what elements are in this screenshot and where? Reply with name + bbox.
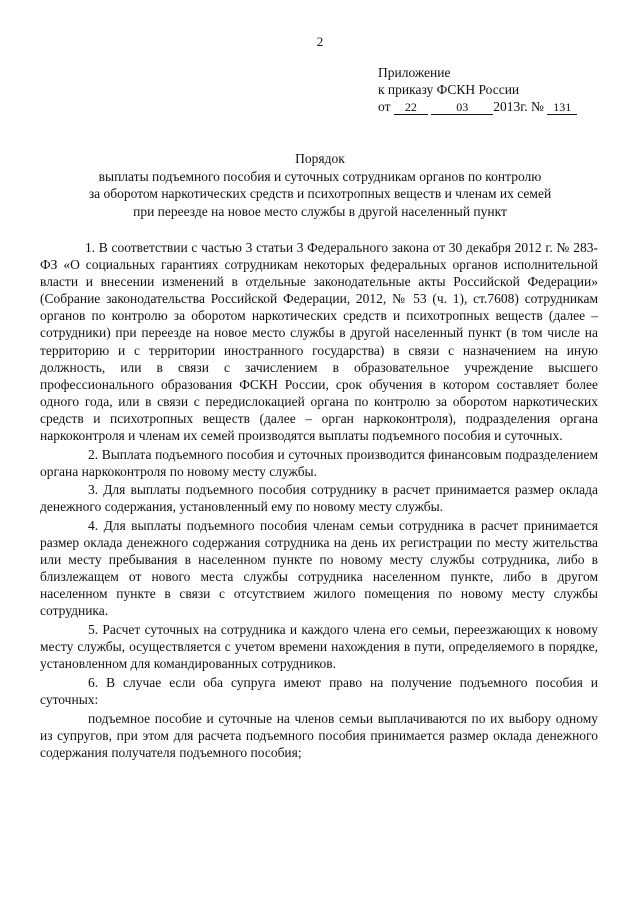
paragraph-5: 5. Расчет суточных на сотрудника и каждого члена его семьи, переезжающих к новому месту службы, осуществляется с учетом времени нахождения в пути, определяемого в порядке, установленном для командированных сотрудников.	[40, 622, 598, 672]
appendix-order-ref: к приказу ФСКН России	[378, 82, 520, 97]
paragraph-2: 2. Выплата подъемного пособия и суточных производится финансовым подразделением органа наркоконтроля по новому месту службы.	[40, 446, 598, 479]
appendix-date-line	[378, 98, 577, 115]
title-line-3: при переезде на новое место службы в другой населенный пункт	[133, 203, 507, 219]
paragraph-4: 4. Для выплаты подъемного пособия членам семьи сотрудника в расчет принимается размер оклада денежного содержания сотрудника на день их регистрации по месту жительства или месту пребывания в населенном пункте по новому месту службы сотрудника, либо в близлежащем от нового места службы сотрудника населенном пункте, либо в другом населенном пункте в связи с отсутствием жилого помещения по новому месту службы сотрудника.	[40, 518, 598, 619]
document-body	[40, 239, 598, 762]
order-number: 131	[547, 101, 577, 115]
paragraph-1: 1. В соответствии с частью 3 статьи 3 Федерального закона от 30 декабря 2012 г. № 283-ФЗ «О социальных гарантиях сотрудникам некоторых федеральных органов исполнительной власти и внесении изменений в отдельные законодательные акты Российской Федерации» (Собрание законодательства Российской Федерации, 2012, № 53 (ч. 1), ст.7608) сотрудникам органов по контролю за оборотом наркотических средств и психотропных веществ (далее – сотрудники) при переезде на новое место службы в другой населенный пункт (в том числе на территорию и с территории иностранного государства) в связи с назначением на иную должность, или в связи с зачислением в образовательное учреждение высшего профессионального образования ФСКН России, срок обучения в котором составляет более одного года, или в связи с передислокацией органа по контролю за оборотом наркотических средств и психотропных веществ (далее – орган наркоконтроля), подразделения органа наркоконтроля и членам их семей производятся выплаты подъемного пособия и суточных.	[40, 240, 598, 444]
document-title	[40, 150, 600, 220]
date-prefix: от	[378, 99, 391, 114]
page-number: 2	[316, 34, 324, 49]
paragraph-3: 3. Для выплаты подъемного пособия сотруднику в расчет принимается размер оклада денежного содержания, установленный ему по новому месту службы.	[40, 482, 598, 515]
title-line-1: выплаты подъемного пособия и суточных сотрудникам органов по контролю	[98, 168, 542, 184]
date-day: 22	[394, 101, 428, 115]
date-month: 03	[431, 101, 493, 115]
paragraph-6: 6. В случае если оба супруга имеют право на получение подъемного пособия и суточных:	[40, 674, 598, 707]
appendix-label: Приложение	[378, 65, 451, 80]
paragraph-6-subclause: подъемное пособие и суточные на членов семьи выплачиваются по их выбору одному из супругов, при этом для расчета подъемного пособия принимается размер оклада денежного содержания получателя подъемного пособия;	[40, 710, 598, 760]
title-heading: Порядок	[295, 151, 345, 166]
title-line-2: за оборотом наркотических средств и психотропных веществ и членам их семей	[88, 186, 552, 201]
appendix-block	[378, 64, 577, 115]
date-year: 2013г. №	[493, 99, 544, 114]
